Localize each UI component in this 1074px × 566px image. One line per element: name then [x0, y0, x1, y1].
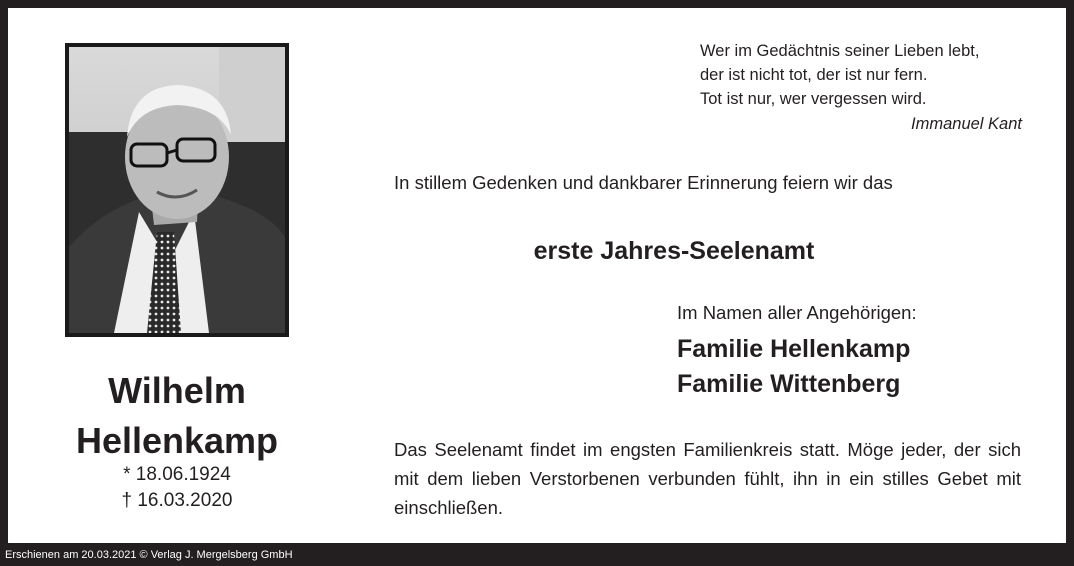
quote-author: Immanuel Kant [911, 115, 1022, 133]
quote-line: der ist nicht tot, der ist nur fern. [700, 66, 928, 84]
intro-text: In stillem Gedenken und dankbarer Erinnerung feiern wir das [394, 172, 893, 193]
family-name: Familie Hellenkamp [677, 335, 911, 363]
portrait-image [69, 47, 285, 333]
death-date: † 16.03.2020 [121, 490, 233, 511]
memorial-quote [700, 39, 1022, 111]
quote-line: Tot ist nur, wer vergessen wird. [700, 90, 927, 108]
family-name: Familie Wittenberg [677, 370, 901, 398]
birth-date: * 18.06.1924 [123, 464, 231, 485]
behalf-line: Im Namen aller Angehörigen: [677, 302, 917, 323]
quote-line: Wer im Gedächtnis seiner Lieben lebt, [700, 42, 980, 60]
portrait-photo [65, 43, 289, 337]
deceased-last-name: Hellenkamp [75, 420, 279, 461]
publication-footer: Erschienen am 20.03.2021 © Verlag J. Mergelsberg GmbH [5, 549, 293, 561]
deceased-first-name: Wilhelm [108, 370, 246, 411]
event-title: erste Jahres-Seelenamt [533, 237, 815, 265]
notice-text: Das Seelenamt findet im engsten Familienkreis statt. Möge jeder, der sich mit dem lieben Verstorbenen verbunden fühlt, ihn in ein stilles Gebet mit einschließen. [394, 439, 1021, 518]
